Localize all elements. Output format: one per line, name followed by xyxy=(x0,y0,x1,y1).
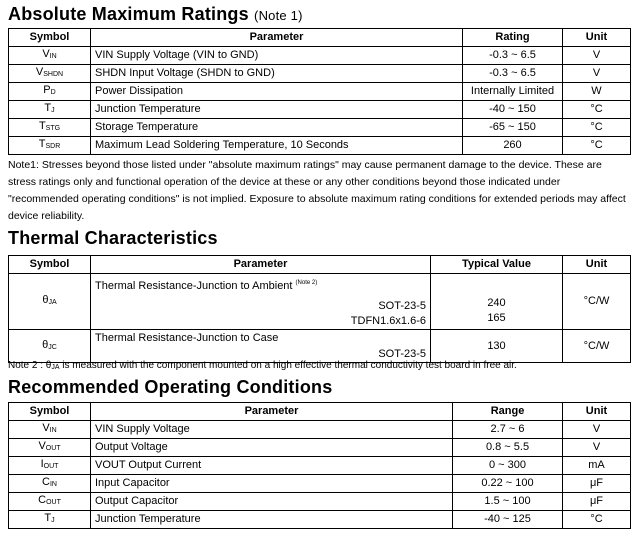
unit-cell: V xyxy=(563,47,631,65)
table-row xyxy=(9,511,631,529)
parameter-cell: Maximum Lead Soldering Temperature, 10 Seconds xyxy=(91,137,463,155)
parameter-cell xyxy=(91,274,431,330)
symbol-subscript: OUT xyxy=(43,463,59,470)
col-unit: Unit xyxy=(563,403,631,421)
note-2-prefix: Note 2 : θ xyxy=(8,360,52,371)
table-row xyxy=(9,274,631,330)
roc-title-text: Recommended Operating Conditions xyxy=(8,377,333,397)
table-row xyxy=(9,83,631,101)
parameter-cell: Power Dissipation xyxy=(91,83,463,101)
symbol-subscript: JC xyxy=(48,343,57,351)
thermal-title-text: Thermal Characteristics xyxy=(8,228,218,248)
symbol-subscript: D xyxy=(50,89,56,96)
roc-table xyxy=(8,402,631,529)
parameter-text: Thermal Resistance-Junction to Case xyxy=(95,332,279,344)
symbol-cell xyxy=(9,119,91,137)
symbol: I xyxy=(40,458,44,470)
symbol-cell xyxy=(9,330,91,363)
symbol: V xyxy=(42,422,50,434)
parameter-cell: SHDN Input Voltage (SHDN to GND) xyxy=(91,65,463,83)
table-header-row xyxy=(9,403,631,421)
symbol-cell xyxy=(9,475,91,493)
value-cell: -0.3 ~ 6.5 xyxy=(463,65,563,83)
abs-max-title-text: Absolute Maximum Ratings xyxy=(8,4,249,24)
symbol-subscript: STG xyxy=(45,125,61,132)
table-row xyxy=(9,65,631,83)
parameter-cell: Output Capacitor xyxy=(91,493,453,511)
thermal-title xyxy=(8,228,218,249)
parameter-cell: VIN Supply Voltage xyxy=(91,421,453,439)
symbol-subscript: SDR xyxy=(45,143,61,150)
symbol: C xyxy=(38,494,47,506)
note-2-text: is measured with the component mounted on a high effective thermal conductivity test board in free air. xyxy=(59,360,517,371)
value-cell: -40 ~ 125 xyxy=(453,511,563,529)
symbol-cell xyxy=(9,457,91,475)
symbol-cell xyxy=(9,101,91,119)
abs-max-body xyxy=(9,47,631,155)
abs-max-title-note: (Note 1) xyxy=(254,8,303,23)
parameter-cell: Junction Temperature xyxy=(91,511,453,529)
unit-cell: °C xyxy=(563,119,631,137)
typical-value: 240 xyxy=(487,297,506,309)
package-label: TDFN1.6x1.6-6 xyxy=(350,315,426,327)
symbol: T xyxy=(44,512,52,524)
unit-cell: mA xyxy=(563,457,631,475)
parameter-cell: Junction Temperature xyxy=(91,101,463,119)
symbol-subscript: IN xyxy=(49,53,57,60)
symbol: V xyxy=(35,66,44,78)
col-symbol: Symbol xyxy=(9,403,91,421)
symbol: V xyxy=(42,48,50,60)
unit-cell: V xyxy=(563,439,631,457)
symbol-subscript: IN xyxy=(49,427,57,434)
table-row xyxy=(9,439,631,457)
package-label: SOT-23-5 xyxy=(378,348,426,360)
unit-cell: μF xyxy=(563,475,631,493)
value-cell: Internally Limited xyxy=(463,83,563,101)
unit-cell: μF xyxy=(563,493,631,511)
symbol: θ xyxy=(42,294,49,306)
abs-max-table xyxy=(8,28,631,155)
roc-body xyxy=(9,421,631,529)
note-2 xyxy=(8,359,632,375)
table-row xyxy=(9,137,631,155)
unit-cell: °C xyxy=(563,511,631,529)
value-cell: 2.7 ~ 6 xyxy=(453,421,563,439)
value-cell: -65 ~ 150 xyxy=(463,119,563,137)
roc-title xyxy=(8,377,332,398)
table-row xyxy=(9,330,631,363)
col-typical-value: Typical Value xyxy=(431,256,563,274)
table-row xyxy=(9,47,631,65)
table-header-row xyxy=(9,256,631,274)
value-cell: 0.8 ~ 5.5 xyxy=(453,439,563,457)
table-row xyxy=(9,475,631,493)
symbol: T xyxy=(38,120,46,132)
abs-max-title xyxy=(8,4,303,25)
thermal-table xyxy=(8,255,631,363)
parameter-cell: VOUT Output Current xyxy=(91,457,453,475)
value-cell xyxy=(431,274,563,330)
table-row xyxy=(9,493,631,511)
value-cell: -0.3 ~ 6.5 xyxy=(463,47,563,65)
symbol-subscript: OUT xyxy=(46,499,61,506)
symbol-subscript: J xyxy=(51,107,55,114)
symbol-cell xyxy=(9,47,91,65)
unit-cell: V xyxy=(563,421,631,439)
col-parameter: Parameter xyxy=(91,403,453,421)
col-unit: Unit xyxy=(563,29,631,47)
col-parameter: Parameter xyxy=(91,256,431,274)
parameter-text: Thermal Resistance-Junction to Ambient xyxy=(95,280,293,292)
symbol: T xyxy=(44,102,52,114)
symbol: T xyxy=(38,138,46,150)
col-symbol: Symbol xyxy=(9,256,91,274)
note-2-subscript: JA xyxy=(51,364,60,371)
parameter-note: (Note 2) xyxy=(295,280,318,286)
symbol-cell xyxy=(9,493,91,511)
symbol-subscript: JA xyxy=(48,299,57,306)
symbol-subscript: IN xyxy=(49,481,57,488)
value-cell: 1.5 ~ 100 xyxy=(453,493,563,511)
col-range: Range xyxy=(453,403,563,421)
symbol-cell xyxy=(9,83,91,101)
typical-value: 165 xyxy=(487,312,506,324)
parameter-cell: Input Capacitor xyxy=(91,475,453,493)
unit-cell: °C xyxy=(563,137,631,155)
symbol-cell xyxy=(9,511,91,529)
symbol-cell xyxy=(9,65,91,83)
value-cell: 260 xyxy=(463,137,563,155)
col-unit: Unit xyxy=(563,256,631,274)
unit-cell: °C xyxy=(563,101,631,119)
symbol-subscript: J xyxy=(51,517,55,524)
unit-cell: °C/W xyxy=(563,330,631,363)
table-row xyxy=(9,101,631,119)
parameter-cell: VIN Supply Voltage (VIN to GND) xyxy=(91,47,463,65)
symbol-cell xyxy=(9,274,91,330)
value-cell: 130 xyxy=(431,330,563,363)
symbol-cell xyxy=(9,421,91,439)
symbol-cell xyxy=(9,439,91,457)
symbol-subscript: SHDN xyxy=(43,71,64,78)
symbol-cell xyxy=(9,137,91,155)
col-rating: Rating xyxy=(463,29,563,47)
unit-cell: V xyxy=(563,65,631,83)
symbol: P xyxy=(43,84,51,96)
value-cell: -40 ~ 150 xyxy=(463,101,563,119)
table-row xyxy=(9,119,631,137)
parameter-cell: Storage Temperature xyxy=(91,119,463,137)
symbol: C xyxy=(42,476,50,488)
table-header-row xyxy=(9,29,631,47)
col-symbol: Symbol xyxy=(9,29,91,47)
note-1: Note1: Stresses beyond those listed under "absolute maximum ratings" may cause permanent damage to the device. These are stress ratings only and functional operation of the device at these or any other conditions beyond those indicated under "recommended operating conditions" is not implied. Exposure to absolute maximum rating conditions for extended periods may affect device reliability. xyxy=(8,159,626,222)
parameter-cell: Output Voltage xyxy=(91,439,453,457)
value-cell: 0 ~ 300 xyxy=(453,457,563,475)
unit-cell: °C/W xyxy=(563,274,631,330)
symbol: θ xyxy=(42,338,49,351)
package-label: SOT-23-5 xyxy=(378,300,426,312)
symbol-subscript: OUT xyxy=(45,445,61,452)
value-cell: 0.22 ~ 100 xyxy=(453,475,563,493)
parameter-cell xyxy=(91,330,431,363)
unit-cell: W xyxy=(563,83,631,101)
symbol: V xyxy=(38,440,46,452)
table-row xyxy=(9,421,631,439)
table-row xyxy=(9,457,631,475)
col-parameter: Parameter xyxy=(91,29,463,47)
